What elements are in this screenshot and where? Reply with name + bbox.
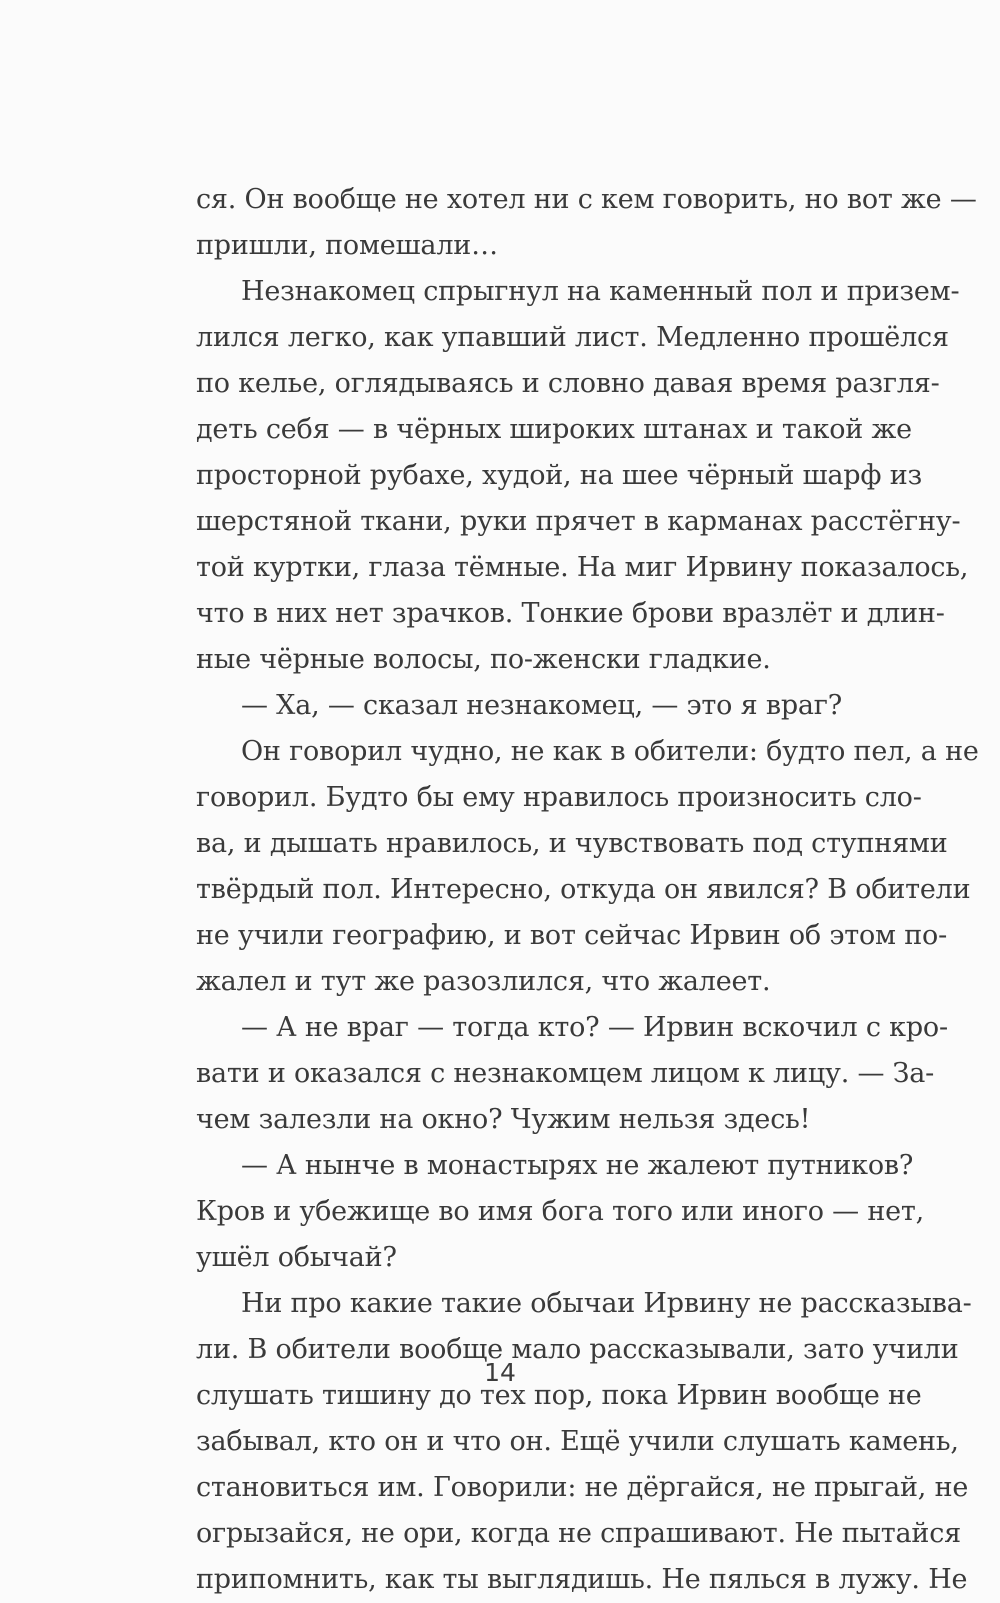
text-line: Незнакомец спрыгнул на каменный пол и призем- [241,276,960,307]
text-line: лился легко, как упавший лист. Медленно прошёлся [196,322,949,353]
text-line: той куртки, глаза тёмные. На миг Ирвину показалось, [196,552,969,583]
text-line: просторной рубахе, худой, на шее чёрный шарф из [196,460,923,491]
text-line: Он говорил чудно, не как в обители: будто пел, а не [241,736,979,767]
body-text [196,177,979,1603]
text-line: не учили географию, и вот сейчас Ирвин об этом по- [196,920,947,951]
text-line: ушёл обычай? [196,1242,397,1273]
page-number: 14 [484,1358,516,1387]
text-line: шерстяной ткани, руки прячет в карманах расстёгну- [196,506,961,537]
text-line: по келье, оглядываясь и словно давая время разгля- [196,368,940,399]
text-line: вати и оказался с незнакомцем лицом к лицу. — За- [196,1058,935,1089]
text-line: ся. Он вообще не хотел ни с кем говорить, но вот же — [196,184,977,215]
text-line: — А не враг — тогда кто? — Ирвин вскочил с кро- [241,1012,948,1043]
text-line: припомнить, как ты выглядишь. Не пялься в лужу. Не [196,1564,968,1595]
text-line: Кров и убежище во имя бога того или иного — нет, [196,1196,925,1227]
text-line: чем залезли на окно? Чужим нельзя здесь! [196,1104,811,1135]
text-line: твёрдый пол. Интересно, откуда он явился? В обители [196,874,971,905]
text-line: огрызайся, не ори, когда не спрашивают. Не пытайся [196,1518,961,1549]
text-line: ли. В обители вообще мало рассказывали, зато учили [196,1334,959,1365]
text-line: пришли, помешали… [196,230,498,261]
text-line: ва, и дышать нравилось, и чувствовать под ступнями [196,828,948,859]
text-line: что в них нет зрачков. Тонкие брови вразлёт и длин- [196,598,945,629]
text-line: деть себя — в чёрных широких штанах и такой же [196,414,912,445]
text-line: слушать тишину до тех пор, пока Ирвин вообще не [196,1380,922,1411]
text-line: — Ха, — сказал незнакомец, — это я враг? [241,690,843,721]
text-line: ные чёрные волосы, по-женски гладкие. [196,644,771,675]
text-line: — А нынче в монастырях не жалеют путников? [241,1150,914,1181]
text-line: жалел и тут же разозлился, что жалеет. [196,966,771,997]
text-line: становиться им. Говорили: не дёргайся, не прыгай, не [196,1472,969,1503]
text-line: говорил. Будто бы ему нравилось произносить сло- [196,782,922,813]
text-line: забывал, кто он и что он. Ещё учили слушать камень, [196,1426,959,1457]
text-line: Ни про какие такие обычаи Ирвину не рассказыва- [241,1288,972,1319]
